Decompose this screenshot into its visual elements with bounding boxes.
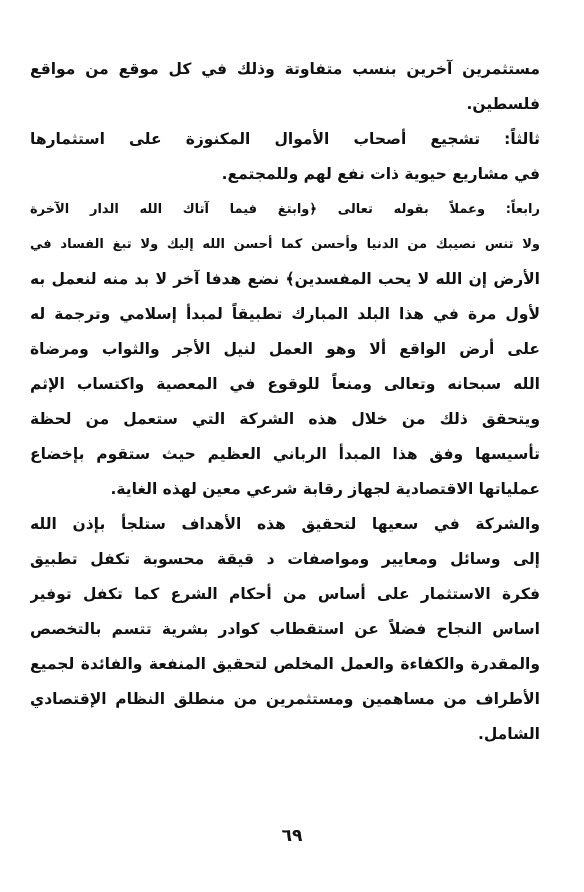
text-line: عملياتها الاقتصادية لجهاز رقابة شرعي معين لهذه الغاية.: [110, 480, 540, 498]
text-line: ثالثاً: تشجيع أصحاب الأموال المكنوزة على استثمارها: [30, 130, 540, 148]
text-line: الشامل.: [477, 725, 540, 743]
text-line: ولا تنس نصيبك من الدنيا وأحسن كما أحسن الله إليك ولا تبغ الفساد في: [30, 237, 540, 252]
text-line: اساس النجاح فضلاً عن استقطاب كوادر بشرية تتسم بالتخصص: [30, 620, 540, 638]
page-number: ٦٩: [281, 826, 303, 846]
text-line: والشركة في سعيها لتحقيق هذه الأهداف ستلجأ بإذن الله: [30, 515, 540, 533]
text-line: رابعاً: وعملاً بقوله تعالى ﴿وابتغ فيما آتاك الله الدار الآخرة: [30, 202, 540, 217]
body-text: [30, 52, 540, 752]
text-line: الأرض إن الله لا يحب المفسدين﴾ نضع هدفا آخر لا بد منه لنعمل به: [30, 270, 540, 288]
text-line: لأول مرة في هذا البلد المبارك تطبيقاً لمبدأ إسلامي وترجمة له: [30, 305, 540, 323]
text-line: مستثمرين آخرين بنسب متفاوتة وذلك في كل موقع من مواقع: [30, 60, 540, 78]
text-line: على أرض الواقع ألا وهو العمل لنيل الأجر والثواب ومرضاة: [30, 340, 540, 358]
text-line: فكرة الاستثمار على أساس من أحكام الشرع كما تكفل توفير: [30, 585, 540, 603]
text-line: في مشاريع حيوية ذات نفع لهم وللمجتمع.: [221, 165, 540, 183]
text-line: الأطراف من مساهمين ومستثمرين من منطلق النظام الإقتصادي: [30, 690, 540, 708]
text-line: ويتحقق ذلك من خلال هذه الشركة التي ستعمل من لحظة: [30, 410, 540, 428]
text-line: تأسيسها وفق هذا المبدأ الرباني العظيم حيث ستقوم بإخضاع: [30, 445, 540, 463]
text-line: فلسطين.: [466, 95, 540, 113]
text-line: والمقدرة والكفاءة والعمل المخلص لتحقيق المنفعة والفائدة لجميع: [30, 655, 540, 673]
text-line: إلى وسائل ومعايير ومواصفات د قيقة محسوبة تكفل تطبيق: [30, 550, 540, 568]
text-line: الله سبحانه وتعالى ومنعاً للوقوع في المعصية واكتساب الإثم: [30, 375, 540, 393]
